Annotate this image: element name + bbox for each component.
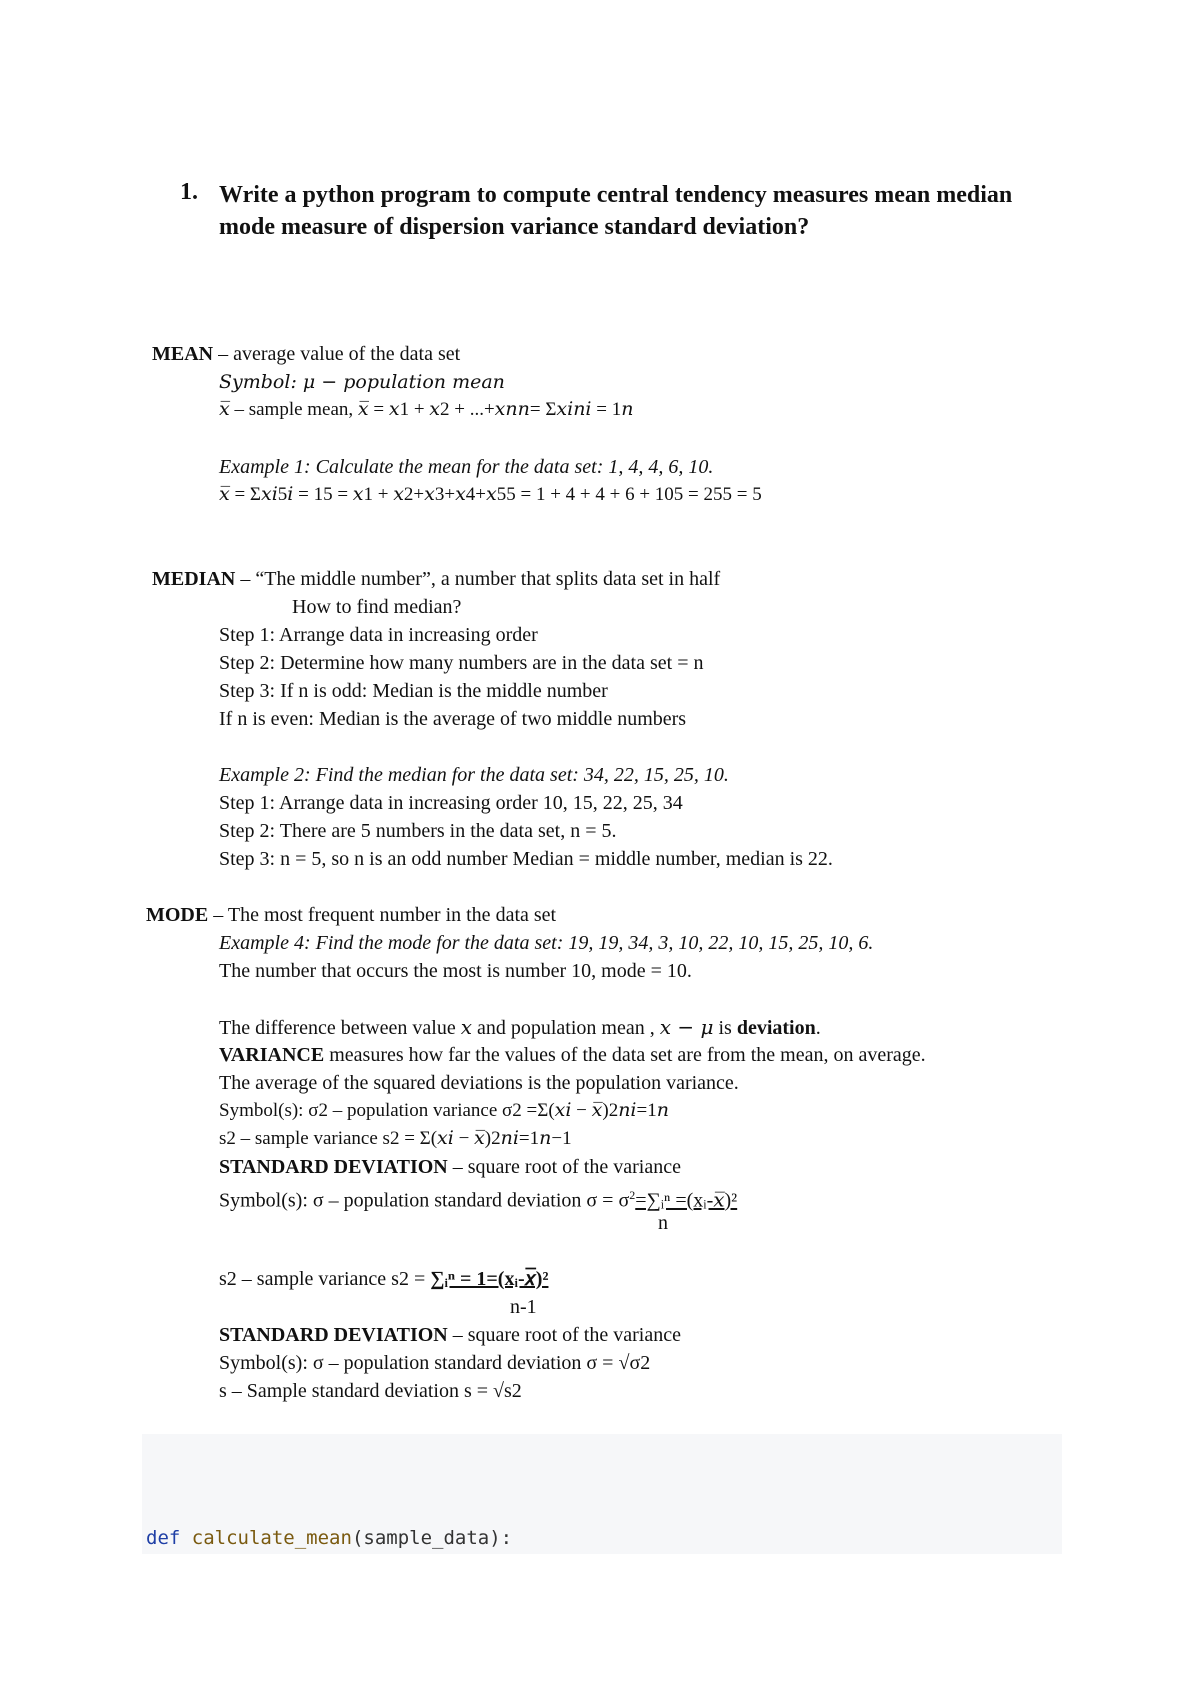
mean-desc: – average value of the data set [213, 343, 461, 365]
median-desc: – “The middle number”, a number that splits data set in half [235, 568, 721, 590]
mean-heading: MEAN [152, 343, 214, 365]
mode-heading: MODE [146, 904, 209, 926]
mean-heading-line [152, 342, 460, 366]
std1-sample-denominator: n-1 [510, 1296, 537, 1318]
mean-example: Example 1: Calculate the mean for the data set: 1, 4, 4, 6, 10. [219, 456, 714, 478]
variance-desc: measures how far the values of the data set are from the mean, on average. [324, 1044, 926, 1066]
question-text: Write a python program to compute central tendency measures mean median mode measure of dispersion variance standard deviation? [219, 182, 1013, 240]
std2-sample-line: s – Sample standard deviation s = √s2 [219, 1380, 522, 1402]
mode-example: Example 4: Find the mode for the data set: 19, 19, 34, 3, 10, 22, 10, 15, 25, 10, 6. [219, 932, 874, 954]
deviation-mid: and population mean , [472, 1017, 660, 1039]
mode-desc: – The most frequent number in the data set [208, 904, 557, 926]
median-step2: Step 2: Determine how many numbers are in the data set = n [219, 652, 704, 674]
deviation-is: is [713, 1017, 737, 1039]
code-function-name: calculate_mean [191, 1527, 352, 1549]
deviation-period: . [815, 1017, 821, 1039]
code-params: (sample_data): [351, 1527, 513, 1549]
code-keyword: def [146, 1527, 181, 1549]
std2-desc: – square root of the variance [447, 1324, 681, 1346]
median-step3: Step 3: If n is odd: Median is the middle number [219, 680, 608, 702]
variance-avg-line: The average of the squared deviations is the population variance. [219, 1072, 739, 1094]
deviation-word: deviation [736, 1017, 816, 1039]
median-how: How to find median? [292, 596, 462, 618]
std2-symbol-line: Symbol(s): σ – population standard deviation σ = √σ2 [219, 1352, 651, 1374]
std1-denominator: n [658, 1212, 668, 1234]
median-ex-step3: Step 3: n = 5, so n is an odd number Median = middle number, median is 22. [219, 848, 833, 870]
deviation-x-minus-mu: 𝑥 − 𝜇 [659, 1015, 714, 1039]
std1-formula: =∑ᵢⁿ =(xᵢ-𝑥̅)² [635, 1189, 738, 1212]
median-ex-step1: Step 1: Arrange data in increasing order 10, 15, 22, 25, 34 [219, 792, 683, 814]
median-heading: MEDIAN [152, 568, 236, 590]
mode-heading-line [146, 903, 556, 927]
median-heading-line [152, 567, 720, 591]
median-even: If n is even: Median is the average of two middle numbers [219, 708, 687, 730]
std1-sup2: 2 [629, 1188, 636, 1202]
variance-sample-line: s2 – sample variance s2 = Σ(𝑥𝑖 − 𝑥̅)2𝑛𝑖=1𝑛−1 [219, 1128, 572, 1149]
deviation-line [219, 1015, 821, 1040]
std1-sample-formula: ∑ᵢⁿ = 1=(xᵢ-𝑥̅)² [430, 1268, 549, 1290]
std1-desc: – square root of the variance [447, 1156, 681, 1178]
std2-heading-line [219, 1323, 681, 1347]
variance-heading-line [219, 1043, 926, 1067]
std2-heading: STANDARD DEVIATION [219, 1324, 448, 1346]
median-step1: Step 1: Arrange data in increasing order [219, 624, 538, 646]
std1-heading: STANDARD DEVIATION [219, 1156, 448, 1178]
code-line [146, 1527, 512, 1549]
mode-result: The number that occurs the most is number 10, mode = 10. [219, 960, 692, 982]
std1-symbol-pre: Symbol(s): σ – population standard deviation σ = σ [219, 1189, 630, 1212]
median-ex-step2: Step 2: There are 5 numbers in the data set, n = 5. [219, 820, 617, 842]
std1-sample-pre: s2 – sample variance s2 = [219, 1268, 431, 1290]
mean-sample-line: 𝑥̅ – sample mean, 𝑥̅ = 𝑥1 + 𝑥2 + ...+𝑥𝑛𝑛= Σ𝑥𝑖𝑛𝑖 = 1𝑛 [219, 399, 634, 420]
variance-heading: VARIANCE [219, 1044, 325, 1066]
variance-symbol-line: Symbol(s): σ2 – population variance σ2 =Σ(𝑥𝑖 − 𝑥̅)2𝑛𝑖=1𝑛 [219, 1100, 669, 1121]
median-example: Example 2: Find the median for the data set: 34, 22, 15, 25, 10. [219, 764, 729, 786]
mean-example-calc: 𝑥̅ = Σ𝑥𝑖5𝑖 = 15 = 𝑥1 + 𝑥2+𝑥3+𝑥4+𝑥55 = 1 + 4 + 4 + 6 + 105 = 255 = 5 [219, 484, 762, 505]
question-number: 1. [180, 179, 198, 205]
std1-heading-line [219, 1155, 681, 1179]
std1-symbol-line [219, 1183, 737, 1213]
mean-symbol-line: Symbol: 𝜇 − 𝑝𝑜𝑝𝑢𝑙𝑎𝑡𝑖𝑜𝑛 𝑚𝑒𝑎𝑛 [219, 371, 505, 393]
deviation-x: 𝑥 [460, 1015, 472, 1039]
deviation-pre: The difference between value [219, 1017, 461, 1039]
std1-sample-line [219, 1267, 548, 1291]
